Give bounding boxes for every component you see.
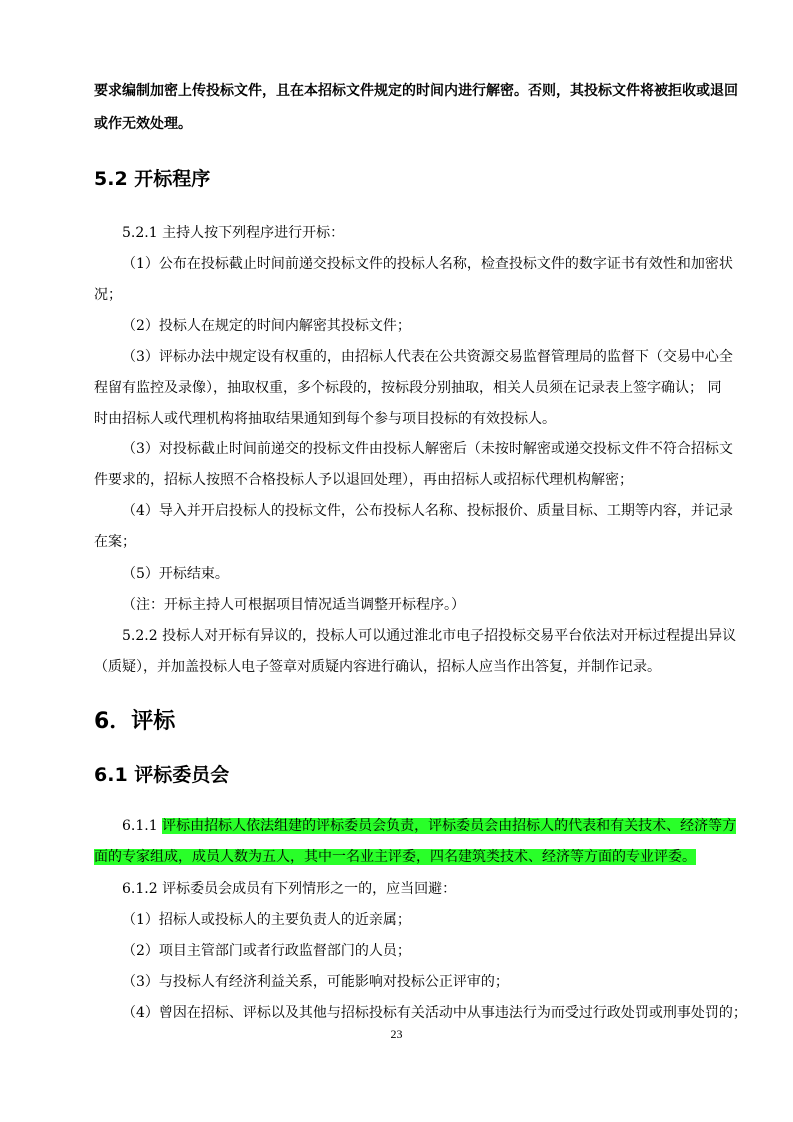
list-item: （1）招标人或投标人的主要负责人的近亲属； [122, 912, 411, 928]
clause-number: 6.1.1 [122, 818, 163, 834]
list-item-continuation: 时由招标人或代理机构将抽取结果通知到每个参与项目投标的有效投标人。 [94, 411, 556, 427]
list-item-continuation: 件要求的，招标人按照不合格投标人予以退回处理），再由招标人或招标代理机构解密； [94, 472, 633, 488]
section-heading-6: 6．评标 [94, 709, 176, 734]
clause-6-1-2: 6.1.2 评标委员会成员有下列情形之一的，应当回避： [122, 881, 457, 897]
list-item: （3）与投标人有经济利益关系，可能影响对投标公正评审的； [122, 974, 509, 990]
paragraph-line: 或作无效处理。 [94, 116, 192, 132]
section-heading-6-1: 6.1 评标委员会 [94, 764, 230, 786]
list-item-continuation: 况； [94, 287, 122, 303]
highlighted-text: 评标由招标人依法组建的评标委员会负责，评标委员会由招标人的代表和有关技术、经济等方 [162, 818, 737, 834]
clause-5-2-2: 5.2.2 投标人对开标有异议的，投标人可以通过淮北市电子招投标交易平台依法对开标过程提出异议 [122, 628, 737, 644]
clause-6-1-1 [122, 814, 736, 838]
list-item: （5）开标结束。 [122, 566, 229, 582]
clause-continuation [94, 845, 696, 869]
section-heading-5-2: 5.2 开标程序 [94, 168, 211, 190]
list-item-continuation: 在案； [94, 534, 136, 550]
list-item: （4）曾因在招标、评标以及其他与招标投标有关活动中从事违法行为而受过行政处罚或刑事处罚的； [122, 1005, 747, 1021]
list-item-continuation: 程留有监控及录像），抽取权重，多个标段的，按标段分别抽取，相关人员须在记录表上签字确认； 同 [94, 380, 722, 396]
page-number: 23 [390, 1027, 403, 1041]
note: （注：开标主持人可根据项目情况适当调整开标程序。） [122, 597, 465, 613]
list-item: （3）对投标截止时间前递交的投标文件由投标人解密后（未按时解密或递交投标文件不符合招标文 [122, 441, 733, 457]
list-item: （2）项目主管部门或者行政监督部门的人员； [122, 943, 411, 959]
list-item: （3）评标办法中规定设有权重的，由招标人代表在公共资源交易监督管理局的监督下（交易中心全 [122, 349, 733, 365]
paragraph-line: 要求编制加密上传投标文件，且在本招标文件规定的时间内进行解密。否则，其投标文件将被拒收或退回 [94, 83, 738, 99]
clause-5-2-1: 5.2.1 主持人按下列程序进行开标： [122, 225, 345, 241]
highlighted-text: 面的专家组成，成员人数为五人，其中一名业主评委，四名建筑类技术、经济等方面的专业评委。 [94, 849, 696, 865]
list-item: （1）公布在投标截止时间前递交投标文件的投标人名称，检查投标文件的数字证书有效性和加密状 [122, 256, 733, 272]
list-item: （4）导入并开启投标人的投标文件，公布投标人名称、投标报价、质量目标、工期等内容，并记录 [122, 503, 733, 519]
clause-continuation: （质疑），并加盖投标人电子签章对质疑内容进行确认，招标人应当作出答复，并制作记录。 [94, 659, 661, 675]
list-item: （2）投标人在规定的时间内解密其投标文件； [122, 318, 411, 334]
